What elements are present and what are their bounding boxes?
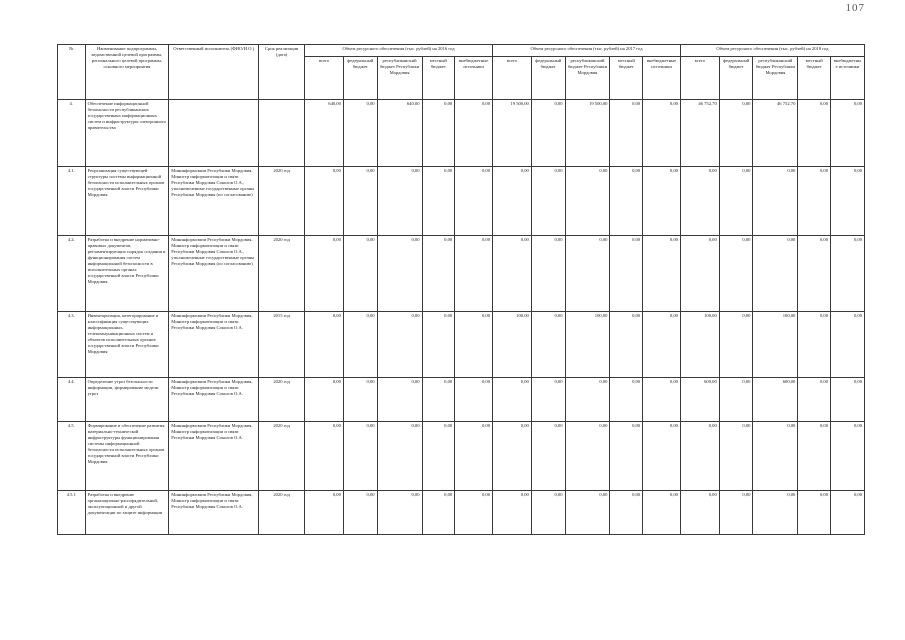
row-responsible: Мининформсвязи Республики Мордовия, Министр информатизации и связи Республики Мордовия Соколов О.А. <box>169 422 259 491</box>
row-value: 0,00 <box>422 422 455 491</box>
row-term: 2020 год <box>259 491 305 535</box>
table-row <box>58 167 865 236</box>
row-value: 0,00 <box>831 312 865 378</box>
subheader-federal: федеральный бюджет <box>343 57 377 100</box>
row-value: 19 500,00 <box>493 100 532 167</box>
row-name: Обеспечение информационной безопасности республиканских государственных информационных систем и инфраструктуры электронного правительства <box>85 100 169 167</box>
row-value: 0,00 <box>422 378 455 422</box>
row-value: 0,00 <box>753 491 798 535</box>
row-value: 0,00 <box>493 491 532 535</box>
row-value: 640,00 <box>377 100 422 167</box>
row-value: 0,00 <box>305 167 344 236</box>
row-value: 0,00 <box>831 167 865 236</box>
row-value: 0,00 <box>343 236 377 312</box>
row-value: 0,00 <box>455 312 493 378</box>
row-value: 0,00 <box>610 312 643 378</box>
row-value: 0,00 <box>680 491 719 535</box>
row-name: Реорганизация существующей структуры системы информационной безопасности исполнительных органов государственной власти Республики Мордовия <box>85 167 169 236</box>
row-value: 0,00 <box>531 378 565 422</box>
header-name: Наименование подпрограммы, ведомственной целевой программы, регионального целевой программы, основного мероприятия <box>85 45 169 100</box>
row-term: 2015 год <box>259 312 305 378</box>
table-row <box>58 378 865 422</box>
row-responsible: Мининформсвязи Республики Мордовия, Министр информатизации и связи Республики Мордовия Соколов О.А. <box>169 378 259 422</box>
row-value: 0,00 <box>531 100 565 167</box>
row-value: 46 752,70 <box>680 100 719 167</box>
row-num: 4.5. <box>58 422 86 491</box>
table-row <box>58 491 865 535</box>
subheader-total: всего <box>305 57 344 100</box>
row-value: 0,00 <box>610 422 643 491</box>
row-value: 0,00 <box>565 167 610 236</box>
row-value: 0,00 <box>343 167 377 236</box>
row-term <box>259 100 305 167</box>
header-group-2017: Объем ресурсного обеспечения (тыс. рублей) на 2017 год <box>493 45 681 57</box>
row-value: 0,00 <box>831 100 865 167</box>
row-value: 0,00 <box>377 491 422 535</box>
row-responsible: Мининформсвязи Республики Мордовия, Министр информатизации и связи Республики Мордовия Соколов О.А. <box>169 312 259 378</box>
row-value: 0,00 <box>455 236 493 312</box>
row-value: 0,00 <box>305 422 344 491</box>
row-value: 0,00 <box>455 167 493 236</box>
row-term: 2020 год <box>259 422 305 491</box>
row-value: 0,00 <box>719 167 753 236</box>
header-group-2018: Объем ресурсного обеспечения (тыс. рублей) на 2018 год <box>680 45 864 57</box>
page-number: 107 <box>845 2 865 14</box>
table-header <box>58 45 865 100</box>
row-num: 4. <box>58 100 86 167</box>
row-value: 100,00 <box>753 312 798 378</box>
row-value: 0,00 <box>610 167 643 236</box>
row-value: 0,00 <box>377 378 422 422</box>
row-value: 0,00 <box>455 422 493 491</box>
row-value: 0,00 <box>719 491 753 535</box>
subheader-total: всего <box>680 57 719 100</box>
header-responsible: Ответственный исполнитель (ФИО/И.О.) <box>169 45 259 100</box>
row-value: 0,00 <box>831 422 865 491</box>
row-value: 0,00 <box>343 491 377 535</box>
row-value: 100,00 <box>680 312 719 378</box>
row-value: 0,00 <box>798 167 831 236</box>
row-value: 0,00 <box>680 422 719 491</box>
row-value: 0,00 <box>719 378 753 422</box>
table-row <box>58 422 865 491</box>
row-value: 0,00 <box>831 378 865 422</box>
row-value: 0,00 <box>610 100 643 167</box>
row-responsible <box>169 100 259 167</box>
row-value: 100,00 <box>565 312 610 378</box>
row-value: 0,00 <box>643 312 681 378</box>
row-value: 0,00 <box>377 167 422 236</box>
row-value: 0,00 <box>305 312 344 378</box>
row-value: 0,00 <box>565 491 610 535</box>
row-value: 0,00 <box>610 236 643 312</box>
row-value: 0,00 <box>831 236 865 312</box>
row-term: 2020 год <box>259 236 305 312</box>
row-value: 0,00 <box>719 422 753 491</box>
row-value: 0,00 <box>455 491 493 535</box>
row-value: 0,00 <box>343 378 377 422</box>
row-num: 4.2. <box>58 236 86 312</box>
subheader-federal: федеральный бюджет <box>531 57 565 100</box>
row-value: 0,00 <box>680 167 719 236</box>
table-body <box>58 100 865 535</box>
row-value: 0,00 <box>753 236 798 312</box>
subheader-extrabudget: внебюджетные источники <box>831 57 865 100</box>
row-value: 0,00 <box>643 167 681 236</box>
row-value: 640,00 <box>305 100 344 167</box>
row-value: 0,00 <box>377 422 422 491</box>
subheader-extrabudget: внебюджетные источники <box>643 57 681 100</box>
subheader-total: всего <box>493 57 532 100</box>
row-value: 19 500,00 <box>565 100 610 167</box>
row-value: 0,00 <box>565 422 610 491</box>
row-value: 0,00 <box>798 312 831 378</box>
row-value: 0,00 <box>643 422 681 491</box>
row-value: 600,00 <box>680 378 719 422</box>
row-value: 0,00 <box>343 312 377 378</box>
row-num: 4.3. <box>58 312 86 378</box>
row-value: 0,00 <box>305 491 344 535</box>
header-num: № <box>58 45 86 100</box>
budget-table <box>57 44 865 535</box>
row-name: Формирование и обеспечение развития материально-технической инфраструктуры функционирования системы информационной безопасности исполнительных органов государственной власти Республики Мордовия <box>85 422 169 491</box>
subheader-local: местный бюджет <box>422 57 455 100</box>
row-value: 0,00 <box>798 491 831 535</box>
row-value: 0,00 <box>343 100 377 167</box>
row-value: 0,00 <box>753 422 798 491</box>
row-value: 0,00 <box>531 167 565 236</box>
row-value: 0,00 <box>377 312 422 378</box>
row-num: 4.1. <box>58 167 86 236</box>
row-value: 0,00 <box>719 100 753 167</box>
row-value: 0,00 <box>798 422 831 491</box>
row-value: 0,00 <box>831 491 865 535</box>
row-value: 0,00 <box>422 312 455 378</box>
row-value: 0,00 <box>305 236 344 312</box>
row-value: 0,00 <box>719 312 753 378</box>
row-term: 2020 год <box>259 167 305 236</box>
row-value: 0,00 <box>343 422 377 491</box>
row-value: 0,00 <box>798 378 831 422</box>
row-value: 0,00 <box>305 378 344 422</box>
row-value: 100,00 <box>493 312 532 378</box>
row-responsible: Мининформсвязи Республики Мордовия, Министр информатизации и связи Республики Мордовия Соколов О.А. <box>169 491 259 535</box>
row-term: 2020 год <box>259 378 305 422</box>
row-value: 0,00 <box>455 378 493 422</box>
subheader-federal: федеральный бюджет <box>719 57 753 100</box>
row-value: 0,00 <box>643 378 681 422</box>
row-value: 0,00 <box>422 491 455 535</box>
row-value: 0,00 <box>643 491 681 535</box>
row-num: 4.5.1 <box>58 491 86 535</box>
row-value: 0,00 <box>719 236 753 312</box>
row-name: Определение угроз безопасности информации, формирование модели угроз <box>85 378 169 422</box>
subheader-republican: республиканский бюджет Республики Мордовия <box>753 57 798 100</box>
row-value: 0,00 <box>493 422 532 491</box>
row-num: 4.4. <box>58 378 86 422</box>
subheader-local: местный бюджет <box>610 57 643 100</box>
subheader-republican: республиканский бюджет Республики Мордовия <box>565 57 610 100</box>
row-value: 0,00 <box>680 236 719 312</box>
row-value: 0,00 <box>422 100 455 167</box>
row-value: 0,00 <box>531 236 565 312</box>
row-value: 0,00 <box>610 491 643 535</box>
row-value: 0,00 <box>455 100 493 167</box>
row-value: 0,00 <box>798 100 831 167</box>
subheader-extrabudget: внебюджетные источники <box>455 57 493 100</box>
row-value: 0,00 <box>422 167 455 236</box>
row-value: 0,00 <box>753 167 798 236</box>
header-term: Срок реализации (дата) <box>259 45 305 100</box>
subheader-local: местный бюджет <box>798 57 831 100</box>
row-responsible: Мининформсвязи Республики Мордовия, Министр информатизации и связи Республики Мордовия Соколов О.А., уполномоченные государственные органы Республики Мордовия (по согласованию) <box>169 236 259 312</box>
row-value: 0,00 <box>493 236 532 312</box>
row-value: 0,00 <box>377 236 422 312</box>
row-value: 600,00 <box>753 378 798 422</box>
row-value: 0,00 <box>798 236 831 312</box>
row-value: 0,00 <box>493 378 532 422</box>
table-row <box>58 312 865 378</box>
subheader-republican: республиканский бюджет Республики Мордовия <box>377 57 422 100</box>
row-name: Разработка и внедрение нормативно-правовых документов, регламентирующих порядок создания и функционирования систем информационной безопасности в исполнительных органах государственной власти Республики Мордовия <box>85 236 169 312</box>
row-value: 0,00 <box>565 236 610 312</box>
row-value: 0,00 <box>531 312 565 378</box>
row-value: 0,00 <box>531 422 565 491</box>
row-responsible: Мининформсвязи Республики Мордовия, Министр информатизации и связи Республики Мордовия Соколов О.А., уполномоченные государственные органы Республики Мордовия (по согласованию) <box>169 167 259 236</box>
row-value: 0,00 <box>493 167 532 236</box>
row-name: Инвентаризация, категорирование и классификация существующих информационных, телекоммуникационных систем и объектов исполнительных органов государственной власти Республики Мордовия <box>85 312 169 378</box>
row-value: 0,00 <box>643 236 681 312</box>
row-value: 46 752,70 <box>753 100 798 167</box>
header-group-2016: Объем ресурсного обеспечения (тыс. рублей) на 2016 год <box>305 45 493 57</box>
row-value: 0,00 <box>531 491 565 535</box>
table-row <box>58 236 865 312</box>
row-value: 0,00 <box>610 378 643 422</box>
row-name: Разработка и внедрение организационно-распорядительной, эксплуатационной и другой документации по защите информации <box>85 491 169 535</box>
row-value: 0,00 <box>643 100 681 167</box>
table-row <box>58 100 865 167</box>
row-value: 0,00 <box>565 378 610 422</box>
row-value: 0,00 <box>422 236 455 312</box>
